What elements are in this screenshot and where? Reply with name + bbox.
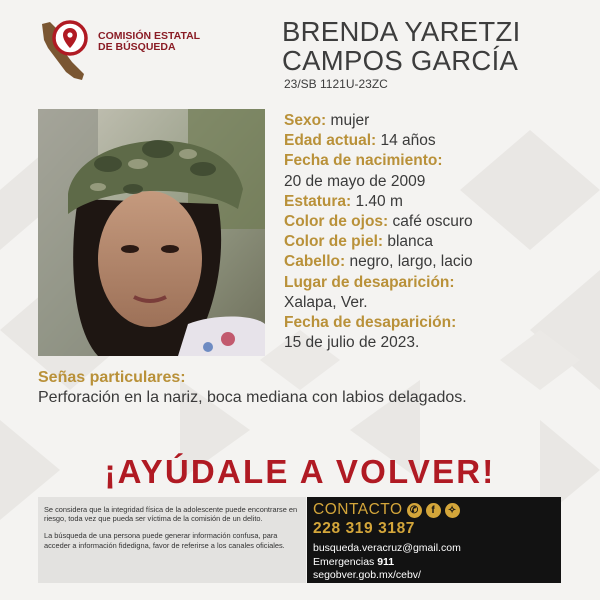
detail-label: Cabello: (284, 253, 346, 271)
detail-value: negro, largo, lacio (349, 253, 473, 271)
detail-value: mujer (330, 112, 370, 129)
headline: ¡AYÚDALE A VOLVER! (104, 453, 496, 490)
person-name (282, 17, 521, 75)
detail-nacimiento-label (284, 151, 584, 171)
disclaimer-paragraph-1: Se considera que la integridad física de la adolescente puede encontrarse en riesgo, toda vez que pueda ser víctima de la comisión de un delito. (44, 505, 298, 524)
logo-text (98, 31, 200, 53)
detail-label: Color de piel: (284, 233, 384, 251)
twitter-icon[interactable]: ✧ (445, 503, 460, 518)
detail-label: Lugar de desaparición: (284, 273, 455, 291)
veracruz-map-pin-icon (36, 18, 96, 88)
name-line-2: CAMPOS GARCÍA (282, 45, 519, 76)
detail-label: Color de ojos: (284, 213, 389, 231)
contact-website[interactable]: segobver.gob.mx/cebv/ (313, 569, 421, 581)
detail-ojos (284, 212, 584, 232)
emergencias-number[interactable]: 911 (377, 555, 395, 568)
disclaimer-box (38, 497, 306, 583)
name-line-1: BRENDA YARETZI (282, 16, 521, 47)
detail-nacimiento-value (284, 172, 584, 192)
contact-header (313, 501, 561, 519)
detail-fecha-label (284, 313, 584, 333)
detail-piel (284, 232, 584, 252)
contact-title: CONTACTO (313, 501, 403, 518)
senas-title: Señas particulares: (38, 369, 186, 386)
person-photo (38, 109, 265, 356)
detail-label: Estatura: (284, 192, 352, 210)
detail-fecha-value (284, 333, 584, 353)
detail-cabello (284, 252, 584, 272)
detail-value: café oscuro (392, 213, 473, 231)
detail-value: blanca (387, 233, 434, 251)
detail-value: 14 años (380, 132, 436, 150)
contact-phone[interactable]: 228 319 3187 (313, 520, 416, 537)
detail-lugar-label (284, 273, 584, 293)
detail-label: Fecha de nacimiento: (284, 152, 443, 170)
person-details (284, 111, 584, 353)
folio-number: 23/SB 1121U-23ZC (284, 77, 388, 91)
detail-sexo (284, 111, 584, 131)
whatsapp-icon[interactable]: ✆ (407, 503, 422, 518)
detail-value: 1.40 m (355, 192, 403, 210)
detail-value: 15 de julio de 2023. (284, 334, 420, 352)
contact-emergencias (313, 556, 561, 570)
logo-line-1: COMISIÓN ESTATAL (98, 30, 201, 42)
detail-estatura (284, 192, 584, 212)
detail-lugar-value (284, 293, 584, 313)
logo-line-2: DE BÚSQUEDA (98, 41, 176, 53)
facebook-icon[interactable]: f (426, 503, 441, 518)
detail-label: Sexo: (284, 112, 327, 129)
contact-box (307, 497, 561, 583)
emergencias-label: Emergencias (313, 555, 375, 568)
detail-value: 20 de mayo de 2009 (284, 172, 426, 190)
senas-particulares (38, 368, 467, 408)
detail-label: Edad actual: (284, 132, 377, 150)
detail-label: Fecha de desaparición: (284, 314, 457, 332)
contact-email[interactable]: busqueda.veracruz@gmail.com (313, 542, 461, 554)
senas-text: Perforación en la nariz, boca mediana con labios delagados. (38, 389, 467, 406)
logo-comision-estatal-busqueda (36, 18, 236, 88)
disclaimer-paragraph-2: La búsqueda de una persona puede generar información confusa, para acceder a información fidedigna, favor de referirse a los canales oficiales. (44, 531, 285, 550)
detail-edad (284, 131, 584, 151)
detail-value: Xalapa, Ver. (284, 293, 368, 311)
